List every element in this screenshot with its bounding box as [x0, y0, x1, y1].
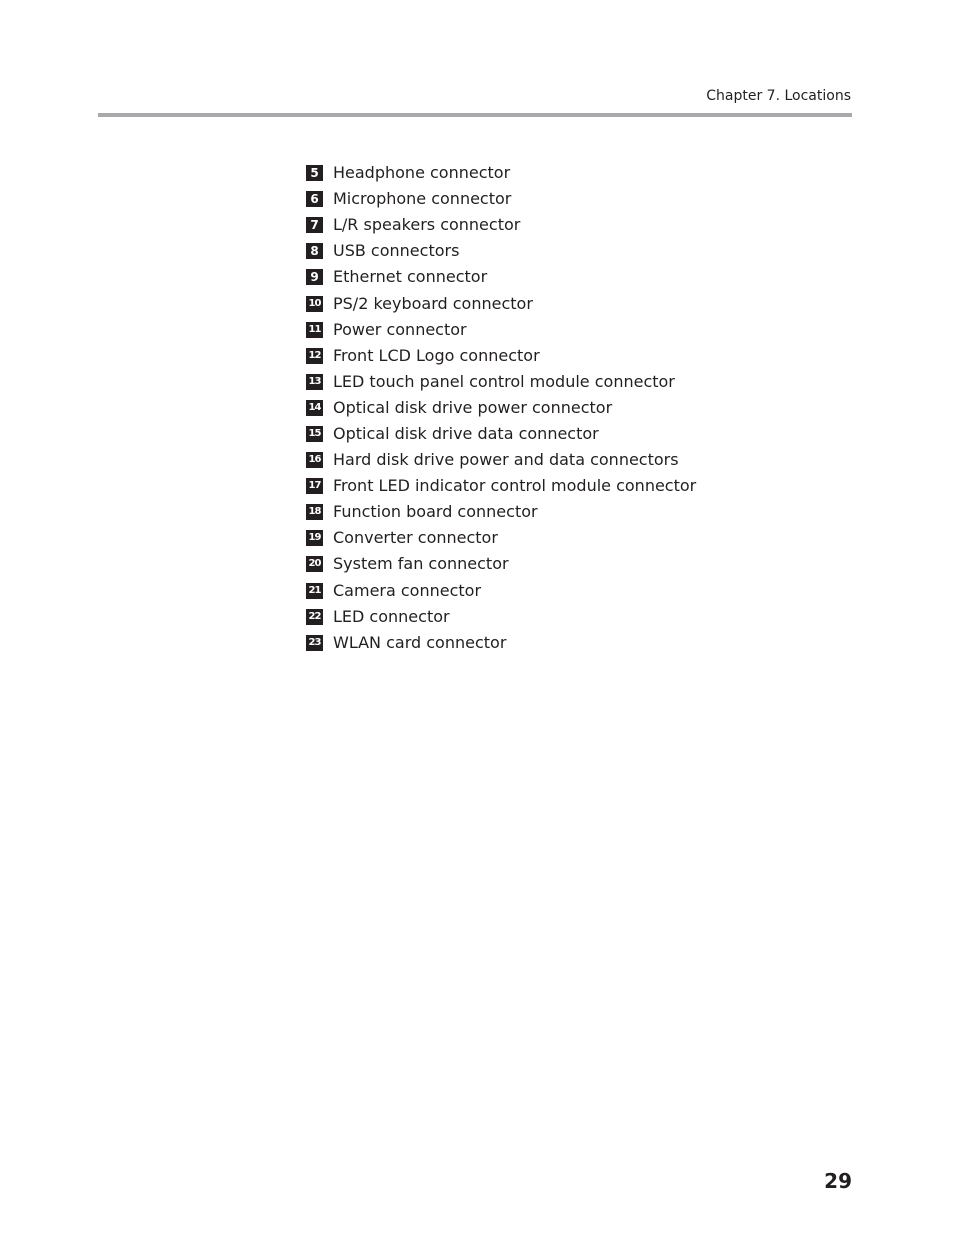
legend-item	[306, 551, 696, 577]
legend-label: Ethernet connector	[333, 267, 488, 287]
legend-label: System fan connector	[333, 554, 509, 574]
legend-label: Optical disk drive power connector	[333, 397, 613, 417]
connector-legend-list	[306, 160, 696, 656]
legend-item	[306, 447, 696, 473]
callout-number-badge: 15	[306, 426, 323, 442]
legend-item	[306, 160, 696, 186]
legend-item	[306, 264, 696, 290]
callout-number-badge: 17	[306, 478, 323, 494]
callout-number-badge: 13	[306, 374, 323, 390]
legend-item	[306, 604, 696, 630]
callout-number-badge: 21	[306, 583, 323, 599]
legend-label: PS/2 keyboard connector	[333, 293, 533, 313]
callout-number-badge: 14	[306, 400, 323, 416]
legend-label: Converter connector	[333, 528, 498, 548]
callout-number-badge: 12	[306, 348, 323, 364]
legend-label: Function board connector	[333, 502, 538, 522]
legend-item	[306, 525, 696, 551]
callout-number-badge: 23	[306, 635, 323, 651]
legend-item	[306, 630, 696, 656]
running-header: Chapter 7. Locations	[706, 88, 851, 104]
legend-label: USB connectors	[333, 241, 460, 261]
callout-number-badge: 8	[306, 243, 323, 259]
legend-item	[306, 499, 696, 525]
legend-label: Hard disk drive power and data connectors	[333, 450, 679, 470]
legend-item	[306, 395, 696, 421]
legend-item	[306, 317, 696, 343]
legend-label: Camera connector	[333, 580, 482, 600]
legend-label: Power connector	[333, 319, 467, 339]
callout-number-badge: 7	[306, 217, 323, 233]
callout-number-badge: 16	[306, 452, 323, 468]
legend-label: L/R speakers connector	[333, 215, 521, 235]
header-rule	[98, 113, 852, 117]
legend-item	[306, 421, 696, 447]
legend-item	[306, 473, 696, 499]
legend-item	[306, 238, 696, 264]
legend-item	[306, 212, 696, 238]
callout-number-badge: 11	[306, 322, 323, 338]
page-number: 29	[824, 1169, 852, 1193]
legend-label: Headphone connector	[333, 163, 511, 183]
legend-label: LED connector	[333, 606, 450, 626]
legend-item	[306, 369, 696, 395]
callout-number-badge: 22	[306, 609, 323, 625]
legend-label: Front LCD Logo connector	[333, 345, 540, 365]
legend-item	[306, 186, 696, 212]
callout-number-badge: 9	[306, 269, 323, 285]
legend-item	[306, 343, 696, 369]
legend-item	[306, 290, 696, 316]
legend-label: Microphone connector	[333, 189, 512, 209]
legend-label: WLAN card connector	[333, 632, 507, 652]
callout-number-badge: 19	[306, 530, 323, 546]
legend-label: Front LED indicator control module connector	[333, 476, 697, 496]
legend-item	[306, 578, 696, 604]
callout-number-badge: 10	[306, 296, 323, 312]
callout-number-badge: 5	[306, 165, 323, 181]
legend-label: Optical disk drive data connector	[333, 423, 599, 443]
callout-number-badge: 6	[306, 191, 323, 207]
callout-number-badge: 18	[306, 504, 323, 520]
legend-label: LED touch panel control module connector	[333, 371, 675, 391]
callout-number-badge: 20	[306, 556, 323, 572]
